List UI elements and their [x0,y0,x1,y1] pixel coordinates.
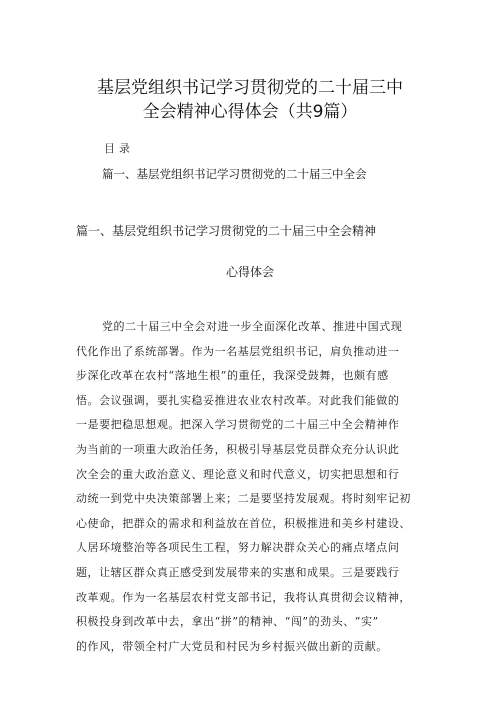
title-line-1: 基层党组织书记学习贯彻党的二十届三中 [97,78,403,98]
paragraph-line: 党的二十届三中全会对进一步全面深化改革、推进中国式现 [102,320,403,333]
section-heading: 篇一、基层党组织书记学习贯彻党的二十届三中全会精神 [76,224,377,238]
section-heading-continued: 心得体会 [225,265,274,279]
document-title [40,76,460,124]
paragraph-line: 改革观。作为一名基层农村党支部书记，我将认真贯彻会议精神， [76,590,411,604]
paragraph-line: 题，让辖区群众真正感受到发展带来的实惠和成果。三是要践行 [76,565,400,579]
paragraph-line: 代化作出了系统部署。作为一名基层党组织书记，肩负推动进一 [76,344,400,358]
title-line-2: 全会精神心得体会（共9篇） [142,102,358,122]
toc-label: 目录 [104,142,134,155]
paragraph-line: 动统一到党中央决策部署上来；二是要坚持发展观。将时刻牢记初 [76,492,411,506]
paragraph-line: 心使命，把群众的需求和利益放在首位，积极推进和美乡村建设、 [76,516,411,530]
toc-item: 篇一、基层党组织书记学习贯彻党的二十届三中全会 [102,167,367,181]
paragraph-line: 人居环境整治等各项民生工程，努力解决群众关心的痛点堵点问 [76,541,400,555]
paragraph-line: 步深化改革在农村“落地生根”的重任，我深受鼓舞，也颇有感 [76,369,389,383]
paragraph-line: 次全会的重大政治意义、理论意义和时代意义，切实把思想和行 [76,467,400,481]
paragraph-line: 为当前的一项重大政治任务，积极引导基层党员群众充分认识此 [76,442,400,456]
body-paragraph [76,315,432,659]
paragraph-line: 积极投身到改革中去，拿出“拼”的精神、“闯”的劲头、“实” [76,615,379,629]
paragraph-line: 的作风，带领全村广大党员和村民为乡村振兴做出新的贡献。 [76,639,388,653]
paragraph-line: 悟。会议强调，要扎实稳妥推进农业农村改革。对此我们能做的 [76,393,400,407]
paragraph-line: 一是要把稳思想观。把深入学习贯彻党的二十届三中全会精神作 [76,418,400,432]
